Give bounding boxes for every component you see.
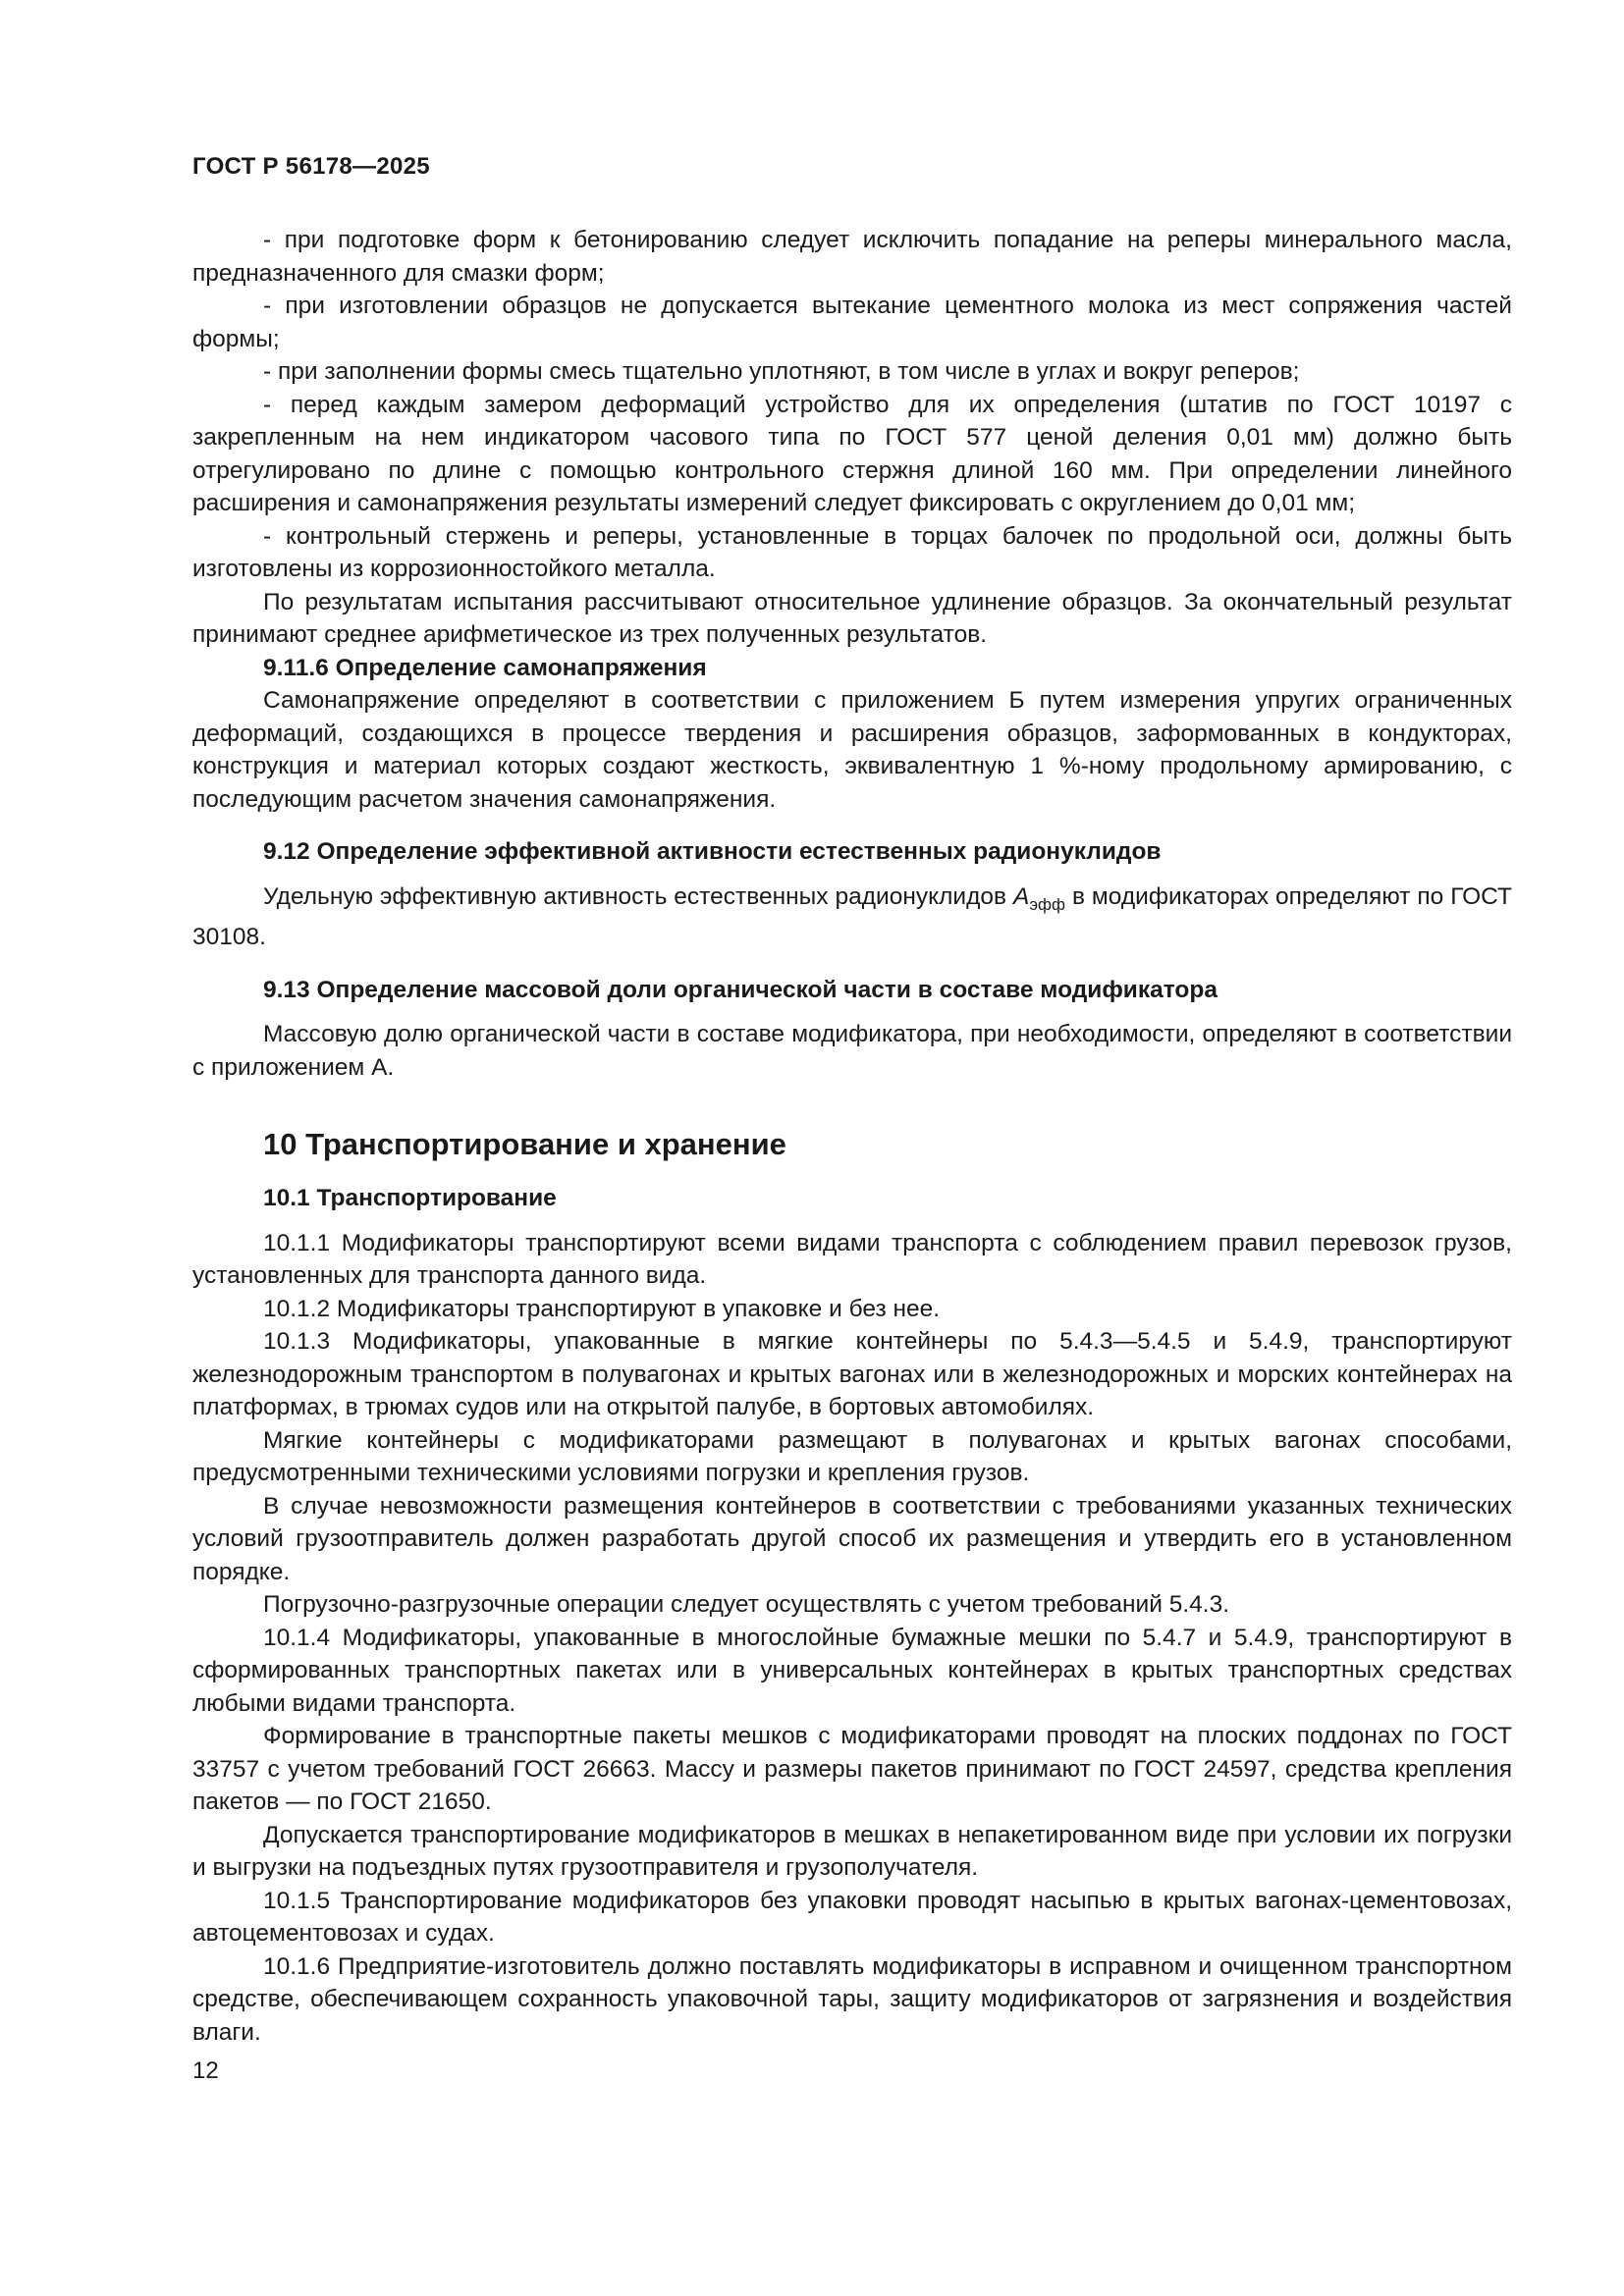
paragraph: 10.1.6 Предприятие-изготовитель должно поставлять модификаторы в исправном и очищенном транспортном средстве, обеспечивающем сохранность упаковочной тары, защиту модификаторов от загрязнения и воздействия влаги. bbox=[192, 1952, 1512, 2046]
activity-subscript: эфф bbox=[1029, 894, 1065, 914]
paragraph: - при подготовке форм к бетонированию следует исключить попадание на реперы минерального масла, предназначенного для смазки форм; bbox=[192, 227, 1512, 287]
paragraph: Погрузочно-разгрузочные операции следует осуществлять с учетом требований 5.4.3. bbox=[263, 1591, 1229, 1618]
paragraph: - контрольный стержень и реперы, установленные в торцах балочек по продольной оси, должны быть изготовлены из коррозионностойкого металла. bbox=[192, 522, 1512, 582]
section-heading-9-11-6: 9.11.6 Определение самонапряжения bbox=[263, 654, 707, 681]
document-header: ГОСТ Р 56178—2025 bbox=[192, 153, 430, 180]
paragraph: Допускается транспортирование модификаторов в мешках в непакетированном виде при условии их погрузки и выгрузки на подъездных путях грузоотправителя и грузополучателя. bbox=[192, 1821, 1512, 1881]
chapter-heading-10: 10 Транспортирование и хранение bbox=[263, 1127, 786, 1161]
page-number: 12 bbox=[192, 2057, 219, 2084]
paragraph: - при изготовлении образцов не допускается вытекание цементного молока из мест сопряжения частей формы; bbox=[192, 293, 1512, 352]
section-heading-9-12: 9.12 Определение эффективной активности естественных радионуклидов bbox=[263, 838, 1162, 865]
paragraph-text: в модификаторах определяют по ГОСТ 30108. bbox=[192, 882, 1512, 950]
paragraph-text: Удельную эффективную активность естественных радионуклидов bbox=[263, 882, 1013, 910]
paragraph: - при заполнении формы смесь тщательно уплотняют, в том числе в углах и вокруг реперов; bbox=[263, 358, 1300, 385]
section-heading-10-1: 10.1 Транспортирование bbox=[263, 1185, 557, 1211]
paragraph: 10.1.5 Транспортирование модификаторов без упаковки проводят насыпью в крытых вагонах-цементовозах, автоцементовозах и судах. bbox=[192, 1887, 1512, 1947]
paragraph-radionuclides bbox=[192, 881, 1512, 954]
paragraph: В случае невозможности размещения контейнеров в соответствии с требованиями указанных технических условий грузоотправитель должен разработать другой способ их размещения и утвердить его в установленном порядке. bbox=[192, 1492, 1512, 1585]
document-body bbox=[192, 224, 1512, 2049]
paragraph: 10.1.4 Модификаторы, упакованные в многослойные бумажные мешки по 5.4.7 и 5.4.9, транспортируют в сформированных транспортных пакетах или в универсальных контейнерах в крытых транспортных средствах любыми видами транспорта. bbox=[192, 1624, 1512, 1717]
paragraph: Мягкие контейнеры с модификаторами размещают в полувагонах и крытых вагонах способами, предусмотренными техническими условиями погрузки и крепления грузов. bbox=[192, 1426, 1512, 1486]
activity-symbol: А bbox=[1012, 882, 1030, 910]
paragraph: Массовую долю органической части в составе модификатора, при необходимости, определяют в соответствии с приложением А. bbox=[192, 1021, 1512, 1081]
paragraph: Самонапряжение определяют в соответствии с приложением Б путем измерения упругих ограниченных деформаций, создающихся в процессе твердения и расширения образцов, заформованных в кондукторах, конструкция и материал которых создают жесткость, эквивалентную 1 %-ному продольному армированию, с последующим расчетом значения самонапряжения. bbox=[192, 687, 1512, 813]
paragraph: 10.1.2 Модификаторы транспортируют в упаковке и без нее. bbox=[263, 1295, 941, 1322]
paragraph: По результатам испытания рассчитывают относительное удлинение образцов. За окончательный результат принимают среднее арифметическое из трех полученных результатов. bbox=[192, 588, 1512, 648]
paragraph: Формирование в транспортные пакеты мешков с модификаторами проводят на плоских поддонах по ГОСТ 33757 с учетом требований ГОСТ 26663. Массу и размеры пакетов принимают по ГОСТ 24597, средства крепления пакетов — по ГОСТ 21650. bbox=[192, 1723, 1512, 1815]
paragraph: 10.1.3 Модификаторы, упакованные в мягкие контейнеры по 5.4.3—5.4.5 и 5.4.9, транспортируют железнодорожным транспортом в полувагонах и крытых вагонах или в железнодорожных и морских контейнерах на платформах, в трюмах судов или на открытой палубе, в бортовых автомобилях. bbox=[192, 1328, 1512, 1420]
paragraph: - перед каждым замером деформаций устройство для их определения (штатив по ГОСТ 10197 с закрепленным на нем индикатором часового типа по ГОСТ 577 ценой деления 0,01 мм) должно быть отрегулировано по длине с помощью контрольного стержня длиной 160 мм. При определении линейного расширения и самонапряжения результаты измерений следует фиксировать с округлением до 0,01 мм; bbox=[192, 391, 1512, 516]
paragraph: 10.1.1 Модификаторы транспортируют всеми видами транспорта с соблюдением правил перевозок грузов, установленных для транспорта данного вида. bbox=[192, 1229, 1512, 1289]
section-heading-9-13: 9.13 Определение массовой доли органической части в составе модификатора bbox=[263, 976, 1218, 1003]
